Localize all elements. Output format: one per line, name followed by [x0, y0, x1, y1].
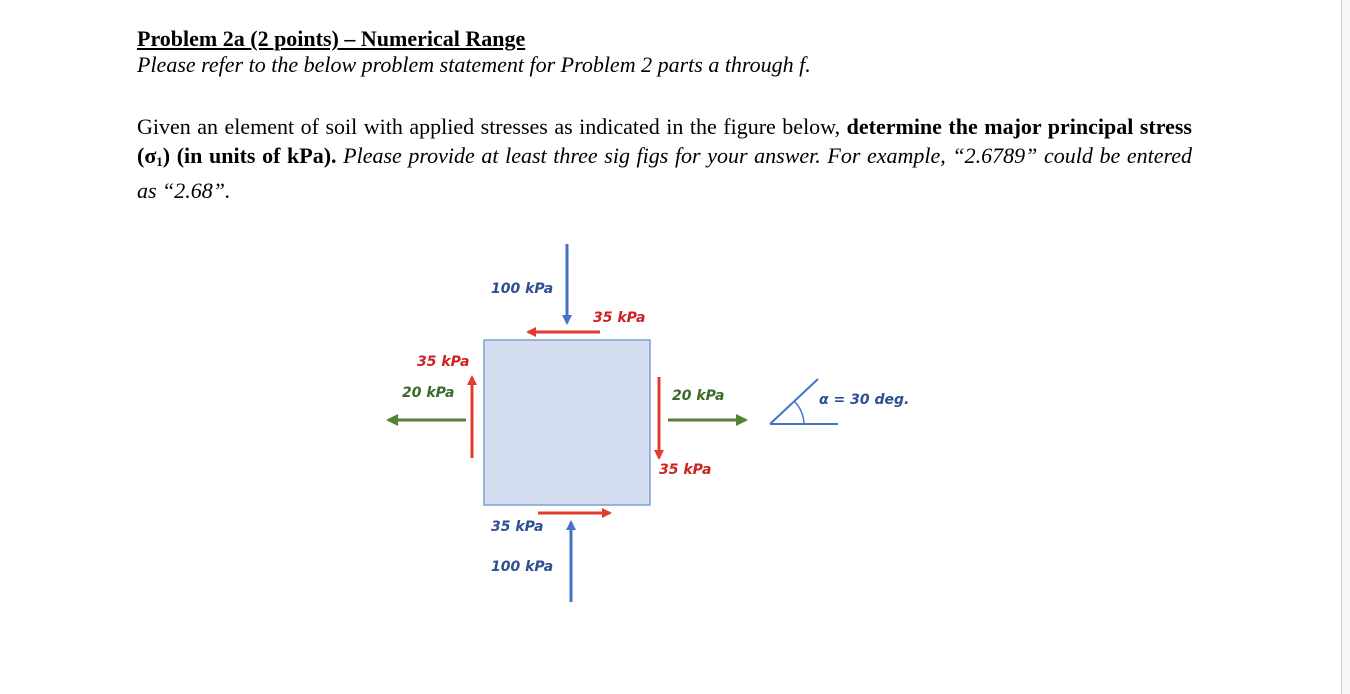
- right-shear-label: 35 kPa: [659, 462, 712, 478]
- statement-intro: Given an element of soil with applied stresses as indicated in the figure below,: [137, 114, 847, 139]
- statement-italic: Please provide at least three sig figs for your answer. For example, “2.6789” could be entered as “2.68”.: [137, 143, 1192, 203]
- top-shear-label: 35 kPa: [593, 310, 646, 326]
- statement-bold-text: determine the major principal stress (σ: [137, 114, 1192, 168]
- right-normal-label: 20 kPa: [672, 388, 725, 404]
- left-normal-label: 20 kPa: [402, 385, 455, 401]
- left-shear-label: 35 kPa: [417, 354, 470, 370]
- sigma-subscript: 1: [156, 154, 163, 169]
- soil-element: [484, 340, 650, 505]
- bottom-normal-label: 100 kPa: [491, 559, 554, 575]
- problem-subtitle: Please refer to the below problem statement for Problem 2 parts a through f.: [137, 52, 811, 77]
- statement-bold-end: ) (in units of kPa).: [162, 143, 337, 168]
- angle-label: α = 30 deg.: [819, 392, 910, 408]
- problem-title: Problem 2a (2 points) – Numerical Range: [137, 26, 526, 51]
- bottom-shear-label: 35 kPa: [491, 519, 544, 535]
- top-normal-label: 100 kPa: [491, 281, 554, 297]
